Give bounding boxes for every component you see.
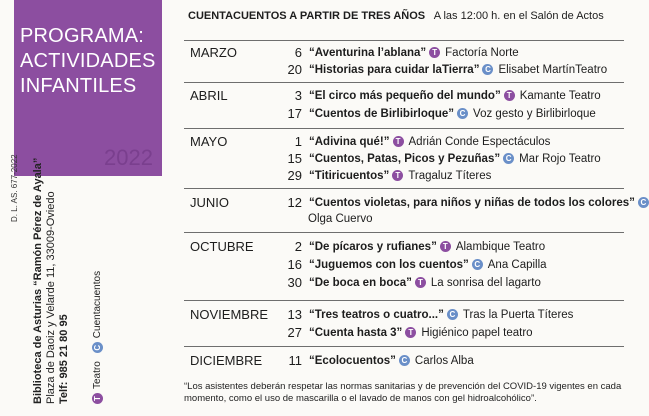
cuentacuentos-badge-icon: C — [503, 153, 514, 164]
month-name: JUNIO — [190, 195, 229, 210]
cuentacuentos-badge-icon: C — [92, 342, 103, 353]
event-title: “De pícaros y rufianes” — [309, 240, 437, 253]
legal-deposit: D. L. AS. 677-2022 — [10, 154, 19, 222]
event-row — [274, 88, 601, 103]
event-day: 16 — [287, 257, 302, 272]
month-name: ABRIL — [190, 88, 228, 103]
event-day: 27 — [287, 325, 302, 340]
event-day: 3 — [294, 88, 302, 103]
event-row — [274, 239, 545, 254]
month-section-noviembre — [184, 300, 624, 345]
event-row — [274, 195, 649, 210]
cuentacuentos-badge-icon: C — [399, 355, 410, 366]
event-provider: Tras la Puerta Títeres — [462, 308, 574, 321]
year-label: 2022 — [104, 145, 153, 170]
month-section-mayo — [184, 128, 624, 189]
library-name: Biblioteca de Asturias “Ramón Pérez de Ayala” — [32, 157, 44, 404]
event-provider: Factoría Norte — [445, 46, 519, 59]
title-line: INFANTILES — [20, 75, 137, 97]
event-day: 11 — [288, 353, 302, 368]
month-section-diciembre — [184, 346, 624, 377]
month-section-junio — [184, 188, 647, 233]
month-name: DICIEMBRE — [190, 353, 263, 368]
cuentacuentos-badge-icon: C — [472, 259, 483, 270]
teatro-badge-icon: T — [429, 47, 440, 58]
event-provider: Olga Cuervo — [308, 213, 373, 225]
event-row — [274, 62, 607, 77]
title-line: PROGRAMA: — [20, 25, 145, 47]
month-section-abril — [184, 82, 624, 129]
library-info — [32, 158, 71, 404]
legend-cuentacuentos: Cuentacuentos — [92, 270, 103, 339]
header-subtitle: A las 12:00 h. en el Salón de Actos — [433, 10, 604, 22]
event-row — [274, 257, 547, 272]
event-row — [274, 325, 533, 340]
cuentacuentos-badge-icon: C — [638, 197, 649, 208]
event-provider: Carlos Alba — [414, 354, 474, 367]
event-row — [274, 307, 573, 322]
event-provider: Mar Rojo Teatro — [519, 152, 601, 165]
event-title: “Ecolocuentos” — [309, 354, 396, 367]
event-day: 13 — [287, 307, 302, 322]
teatro-badge-icon: T — [392, 170, 403, 181]
title-line: ACTIVIDADES — [20, 50, 156, 72]
library-phone: Telf: 985 21 80 95 — [58, 314, 70, 404]
event-provider: Alambique Teatro — [455, 240, 546, 253]
cuentacuentos-badge-icon: C — [457, 108, 468, 119]
event-title: “Cuentos, Patas, Picos y Pezuñas” — [309, 152, 501, 165]
cuentacuentos-badge-icon: C — [482, 64, 493, 75]
teatro-badge-icon: T — [405, 327, 416, 338]
event-title: “Cuenta hasta 3” — [309, 326, 403, 339]
event-title: “Adivina qué!” — [309, 135, 390, 148]
header-title: CUENTACUENTOS A PARTIR DE TRES AÑOS — [188, 10, 426, 22]
event-provider: Higiénico papel teatro — [421, 326, 533, 339]
event-row — [274, 168, 491, 183]
month-name: MAYO — [190, 134, 228, 149]
event-title: “Cuentos de Birlibirloque” — [309, 107, 455, 120]
cuentacuentos-badge-icon: C — [447, 309, 458, 320]
event-title: “El circo más pequeño del mundo” — [309, 89, 501, 102]
event-row — [306, 213, 373, 225]
event-provider: La sonrisa del lagarto — [430, 276, 541, 289]
month-name: MARZO — [190, 45, 237, 60]
event-row — [274, 134, 550, 149]
event-title: “Titiricuentos” — [309, 169, 390, 182]
page-title — [20, 24, 170, 99]
event-title: “Cuentos violetas, para niños y niñas de todos los colores” — [309, 196, 635, 209]
event-provider: Voz gesto y Birlibirloque — [473, 107, 596, 120]
month-name: OCTUBRE — [190, 239, 254, 254]
event-day: 29 — [287, 168, 302, 183]
event-provider: Elisabet MartínTeatro — [498, 63, 608, 76]
legend — [92, 271, 103, 404]
month-section-octubre — [184, 232, 624, 297]
event-day: 6 — [294, 45, 302, 60]
event-row — [274, 106, 596, 121]
event-provider: Kamante Teatro — [519, 89, 601, 102]
event-title: “Juguemos con los cuentos” — [309, 258, 469, 271]
event-day: 20 — [287, 62, 302, 77]
library-address: Plaza de Daoiz y Velarde 11, 33009-Oviedo — [45, 191, 57, 404]
event-day: 1 — [294, 134, 302, 149]
event-title: “Tres teatros o cuatro...” — [309, 308, 444, 321]
teatro-badge-icon: T — [415, 277, 426, 288]
event-day: 17 — [287, 106, 302, 121]
teatro-badge-icon: T — [92, 393, 103, 404]
event-provider: Adrián Conde Espectáculos — [408, 135, 551, 148]
event-row — [274, 275, 541, 290]
event-day: 30 — [287, 275, 302, 290]
event-provider: Ana Capilla — [487, 258, 547, 271]
event-row — [274, 151, 601, 166]
event-row — [274, 45, 519, 60]
event-day: 15 — [287, 151, 302, 166]
teatro-badge-icon: T — [393, 136, 404, 147]
event-provider: Tragaluz Títeres — [408, 169, 492, 182]
event-day: 12 — [287, 195, 302, 210]
month-section-marzo — [184, 40, 624, 83]
event-title: “Aventurina l’ablana” — [309, 46, 427, 59]
event-row — [274, 353, 474, 368]
covid-note: “Los asistentes deberán respetar las normas sanitarias y de prevención del COVID-19 vigentes en cada momento, como el uso de mascarilla o el lavado de manos con gel hidroalcohólico”. — [184, 381, 622, 404]
teatro-badge-icon: T — [504, 90, 515, 101]
teatro-badge-icon: T — [440, 241, 451, 252]
legend-teatro: Teatro — [92, 361, 103, 389]
event-title: “De boca en boca” — [309, 276, 412, 289]
event-day: 2 — [294, 239, 302, 254]
month-name: NOVIEMBRE — [190, 307, 269, 322]
event-title: “Historias para cuidar laTierra” — [309, 63, 480, 76]
schedule-header — [188, 10, 604, 22]
